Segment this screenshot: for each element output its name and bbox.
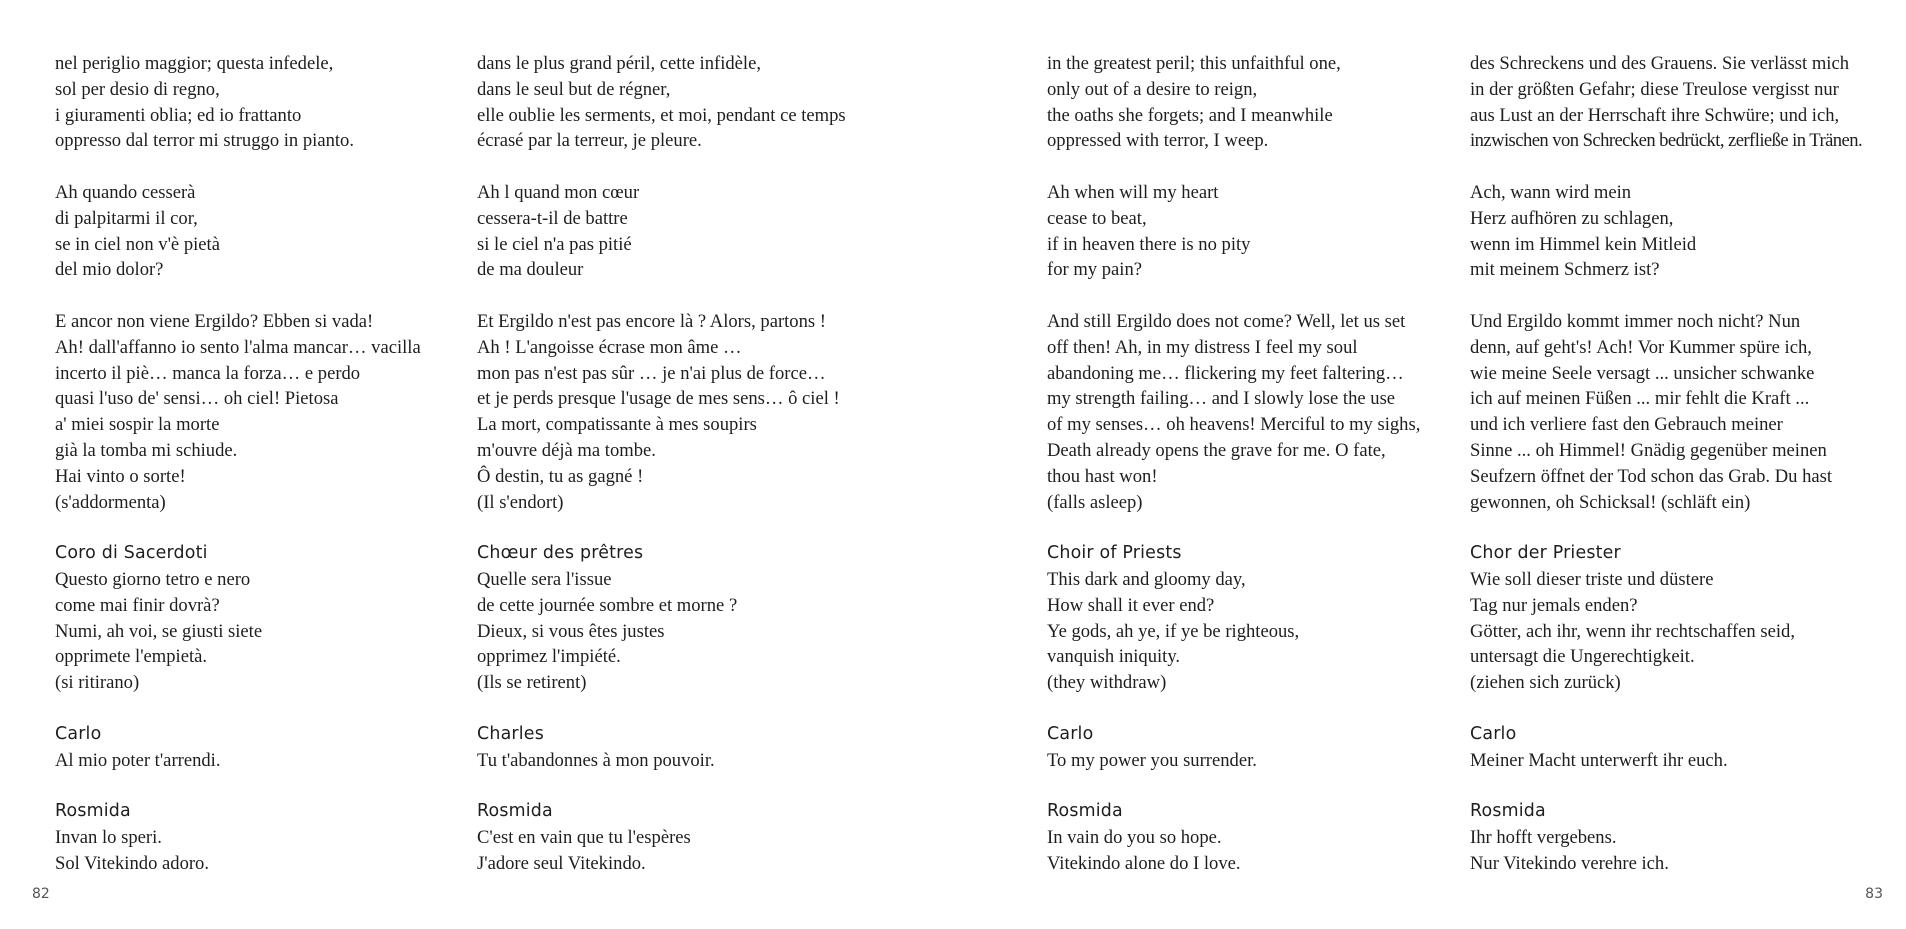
verse-line: only out of a desire to reign, [1047, 78, 1258, 100]
verse-line: untersagt die Ungerechtigkeit. [1470, 646, 1695, 668]
verse-line: To my power you surrender. [1047, 749, 1257, 771]
verse-line: Sol Vitekindo adoro. [55, 852, 209, 874]
english-text-column [1047, 51, 1420, 902]
italian-text-column [55, 51, 421, 902]
verse-line: del mio dolor? [55, 259, 164, 281]
verse-line: de cette journée sombre et morne ? [477, 594, 738, 616]
verse-line: opprimez l'impiété. [477, 646, 621, 668]
verse-line: quasi l'uso de' sensi… oh ciel! Pietosa [55, 388, 339, 410]
verse-line: Tag nur jemals enden? [1470, 594, 1638, 616]
verse-line: Invan lo speri. [55, 826, 162, 848]
verse-line: in the greatest peril; this unfaithful one, [1047, 53, 1341, 74]
stanza [1047, 541, 1420, 696]
verse-line: vanquish iniquity. [1047, 646, 1181, 668]
speaker-name: Carlo [1047, 723, 1094, 744]
verse-line: i giuramenti oblia; ed io frattanto [55, 104, 302, 126]
stanza [55, 799, 421, 876]
stanza [1047, 309, 1420, 515]
page-number-right: 83 [1865, 886, 1883, 902]
stanza [1470, 722, 1862, 774]
verse-line: cessera-t-il de battre [477, 207, 628, 229]
stanza [477, 309, 846, 515]
verse-line: Götter, ach ihr, wenn ihr rechtschaffen seid, [1470, 620, 1795, 642]
verse-line: for my pain? [1047, 259, 1143, 281]
stanza [55, 51, 421, 154]
page-number-left: 82 [32, 886, 50, 902]
verse-line: Hai vinto o sorte! [55, 465, 186, 487]
stanza [1470, 51, 1862, 154]
verse-line: si le ciel n'a pas pitié [477, 233, 632, 255]
verse-line: Und Ergildo kommt immer noch nicht? Nun [1470, 310, 1801, 332]
verse-line: in der größten Gefahr; diese Treulose vergisst nur [1470, 78, 1839, 100]
verse-line: di palpitarmi il cor, [55, 207, 198, 229]
speaker-name: Chœur des prêtres [477, 543, 644, 564]
verse-line: off then! Ah, in my distress I feel my soul [1047, 336, 1358, 358]
verse-line: und ich verliere fast den Gebrauch meiner [1470, 414, 1783, 436]
verse-line: Ah! dall'affanno io sento l'alma mancar… vacilla [55, 336, 421, 358]
speaker-name: Rosmida [477, 801, 553, 822]
verse-line: (si ritirano) [55, 672, 140, 694]
verse-line: E ancor non viene Ergildo? Ebben si vada! [55, 310, 374, 332]
stanza [55, 309, 421, 515]
stanza [55, 180, 421, 283]
verse-line: Wie soll dieser triste und düstere [1470, 568, 1714, 590]
verse-line: (Il s'endort) [477, 491, 564, 513]
verse-line: abandoning me… flickering my feet faltering… [1047, 362, 1404, 384]
stanza [55, 722, 421, 774]
verse-line: de ma douleur [477, 259, 584, 281]
verse-line: già la tomba mi schiude. [55, 439, 238, 461]
speaker-name: Rosmida [1470, 801, 1546, 822]
verse-line: sol per desio di regno, [55, 78, 220, 100]
stanza [1047, 722, 1420, 774]
verse-line: This dark and gloomy day, [1047, 568, 1246, 590]
stanza [477, 722, 846, 774]
verse-line: Ach, wann wird mein [1470, 181, 1632, 203]
verse-line: (Ils se retirent) [477, 672, 587, 694]
verse-line: the oaths she forgets; and I meanwhile [1047, 104, 1333, 126]
verse-line: Ô destin, tu as gagné ! [477, 465, 644, 487]
verse-line: Ihr hofft vergebens. [1470, 826, 1617, 848]
verse-line: Quelle sera l'issue [477, 568, 612, 590]
verse-line: dans le plus grand péril, cette infidèle, [477, 53, 761, 74]
speaker-name: Coro di Sacerdoti [55, 543, 208, 564]
verse-line: m'ouvre déjà ma tombe. [477, 439, 656, 461]
verse-line: mit meinem Schmerz ist? [1470, 259, 1660, 281]
verse-line: (they withdraw) [1047, 672, 1167, 694]
speaker-name: Rosmida [1047, 801, 1123, 822]
verse-line: cease to beat, [1047, 207, 1147, 229]
verse-line: Ah ! L'angoisse écrase mon âme … [477, 336, 742, 358]
german-text-column [1470, 51, 1862, 902]
verse-line: In vain do you so hope. [1047, 826, 1222, 848]
verse-line: gewonnen, oh Schicksal! (schläft ein) [1470, 491, 1751, 513]
verse-line: How shall it ever end? [1047, 594, 1215, 616]
verse-line: Seufzern öffnet der Tod schon das Grab. Du hast [1470, 465, 1833, 487]
verse-line: inzwischen von Schrecken bedrückt, zerfließe in Tränen. [1470, 130, 1863, 152]
stanza [477, 799, 846, 876]
verse-line: des Schreckens und des Grauens. Sie verlässt mich [1470, 53, 1850, 74]
verse-line: Sinne ... oh Himmel! Gnädig gegenüber meinen [1470, 439, 1827, 461]
verse-line: Et Ergildo n'est pas encore là ? Alors, partons ! [477, 310, 826, 332]
verse-line: Vitekindo alone do I love. [1047, 852, 1241, 874]
verse-line: if in heaven there is no pity [1047, 233, 1251, 255]
verse-line: ich auf meinen Füßen ... mir fehlt die Kraft ... [1470, 388, 1810, 410]
verse-line: thou hast won! [1047, 465, 1158, 487]
verse-line: écrasé par la terreur, je pleure. [477, 130, 702, 152]
verse-line: C'est en vain que tu l'espères [477, 826, 691, 848]
verse-line: dans le seul but de régner, [477, 78, 671, 100]
verse-line: come mai finir dovrà? [55, 594, 220, 616]
verse-line: wenn im Himmel kein Mitleid [1470, 233, 1697, 255]
verse-line: denn, auf geht's! Ach! Vor Kummer spüre ich, [1470, 336, 1812, 358]
speaker-name: Carlo [55, 723, 102, 744]
verse-line: J'adore seul Vitekindo. [477, 852, 646, 874]
verse-line: my strength failing… and I slowly lose the use [1047, 388, 1396, 410]
verse-line: (falls asleep) [1047, 491, 1143, 513]
verse-line: Questo giorno tetro e nero [55, 568, 251, 590]
verse-line: Herz aufhören zu schlagen, [1470, 207, 1674, 229]
verse-line: Ah when will my heart [1047, 181, 1219, 203]
verse-line: Dieux, si vous êtes justes [477, 620, 665, 642]
verse-line: wie meine Seele versagt ... unsicher schwanke [1470, 362, 1815, 384]
verse-line: Ye gods, ah ye, if ye be righteous, [1047, 620, 1300, 642]
stanza [1047, 799, 1420, 876]
verse-line: Meiner Macht unterwerft ihr euch. [1470, 749, 1728, 771]
speaker-name: Choir of Priests [1047, 543, 1182, 564]
verse-line: nel periglio maggior; questa infedele, [55, 53, 334, 74]
stanza [1470, 309, 1862, 515]
stanza [1470, 180, 1862, 283]
verse-line: (ziehen sich zurück) [1470, 672, 1621, 694]
verse-line: oppressed with terror, I weep. [1047, 130, 1269, 152]
verse-line: (s'addormenta) [55, 491, 166, 513]
verse-line: mon pas n'est pas sûr … je n'ai plus de force… [477, 362, 826, 384]
stanza [477, 51, 846, 154]
speaker-name: Charles [477, 723, 544, 744]
verse-line: Tu t'abandonnes à mon pouvoir. [477, 749, 715, 771]
verse-line: a' miei sospir la morte [55, 414, 220, 436]
verse-line: Numi, ah voi, se giusti siete [55, 620, 263, 642]
verse-line: et je perds presque l'usage de mes sens… ô ciel ! [477, 388, 840, 410]
verse-line: opprimete l'empietà. [55, 646, 208, 668]
verse-line: Nur Vitekindo verehre ich. [1470, 852, 1669, 874]
french-text-column [477, 51, 846, 902]
verse-line: Death already opens the grave for me. O fate, [1047, 439, 1386, 461]
speaker-name: Rosmida [55, 801, 131, 822]
speaker-name: Chor der Priester [1470, 543, 1621, 564]
verse-line: oppresso dal terror mi struggo in pianto. [55, 130, 354, 152]
stanza [477, 180, 846, 283]
stanza [477, 541, 846, 696]
verse-line: La mort, compatissante à mes soupirs [477, 414, 757, 436]
verse-line: Al mio poter t'arrendi. [55, 749, 221, 771]
stanza [1047, 51, 1420, 154]
stanza [1470, 799, 1862, 876]
verse-line: elle oublie les serments, et moi, pendant ce temps [477, 104, 846, 126]
verse-line: And still Ergildo does not come? Well, let us set [1047, 310, 1406, 332]
verse-line: aus Lust an der Herrschaft ihre Schwüre; und ich, [1470, 104, 1840, 126]
verse-line: Ah l quand mon cœur [477, 181, 640, 203]
verse-line: Ah quando cesserà [55, 181, 196, 203]
stanza [1047, 180, 1420, 283]
stanza [55, 541, 421, 696]
verse-line: incerto il piè… manca la forza… e perdo [55, 362, 361, 384]
speaker-name: Carlo [1470, 723, 1517, 744]
verse-line: se in ciel non v'è pietà [55, 233, 220, 255]
stanza [1470, 541, 1862, 696]
verse-line: of my senses… oh heavens! Merciful to my sighs, [1047, 414, 1421, 436]
